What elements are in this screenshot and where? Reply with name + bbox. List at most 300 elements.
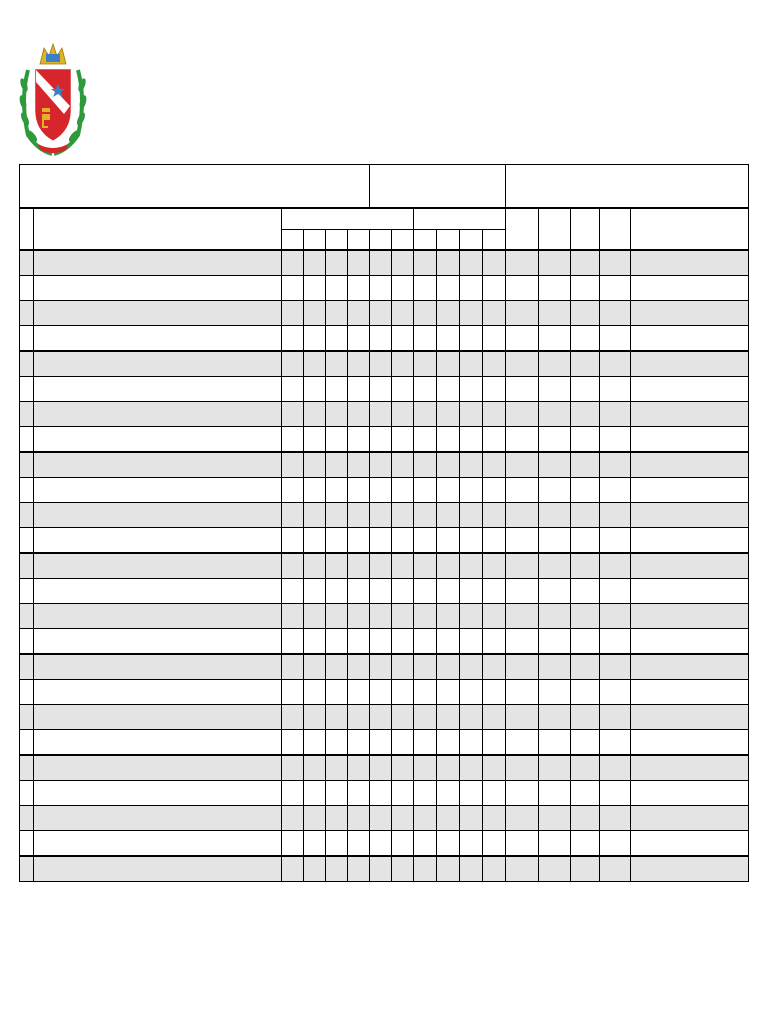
entry-cell[interactable]	[326, 402, 348, 427]
entry-cell[interactable]	[506, 856, 539, 882]
entry-cell[interactable]	[460, 276, 483, 301]
entry-cell[interactable]	[326, 326, 348, 352]
name-cell[interactable]	[34, 553, 282, 579]
total-2-header-cell[interactable]	[539, 208, 571, 250]
entry-cell[interactable]	[600, 604, 631, 629]
entry-cell[interactable]	[571, 528, 600, 554]
entry-cell[interactable]	[437, 629, 460, 655]
entry-cell[interactable]	[571, 755, 600, 781]
entry-cell[interactable]	[392, 654, 414, 680]
entry-cell[interactable]	[392, 856, 414, 882]
entry-cell[interactable]	[282, 326, 304, 352]
entry-cell[interactable]	[460, 680, 483, 705]
entry-cell[interactable]	[392, 755, 414, 781]
entry-cell[interactable]	[326, 856, 348, 882]
entry-cell[interactable]	[631, 781, 749, 806]
entry-cell[interactable]	[414, 503, 437, 528]
entry-cell[interactable]	[506, 831, 539, 857]
name-cell[interactable]	[34, 351, 282, 377]
entry-cell[interactable]	[370, 301, 392, 326]
entry-cell[interactable]	[600, 276, 631, 301]
entry-cell[interactable]	[304, 427, 326, 453]
entry-cell[interactable]	[506, 629, 539, 655]
entry-cell[interactable]	[460, 629, 483, 655]
entry-cell[interactable]	[304, 326, 326, 352]
entry-cell[interactable]	[600, 503, 631, 528]
entry-cell[interactable]	[348, 856, 370, 882]
entry-cell[interactable]	[483, 806, 506, 831]
entry-cell[interactable]	[437, 452, 460, 478]
entry-cell[interactable]	[282, 528, 304, 554]
entry-cell[interactable]	[304, 301, 326, 326]
entry-cell[interactable]	[571, 680, 600, 705]
entry-cell[interactable]	[460, 478, 483, 503]
entry-cell[interactable]	[392, 452, 414, 478]
entry-cell[interactable]	[460, 427, 483, 453]
entry-cell[interactable]	[631, 528, 749, 554]
name-cell[interactable]	[34, 781, 282, 806]
entry-cell[interactable]	[571, 604, 600, 629]
entry-cell[interactable]	[282, 351, 304, 377]
entry-cell[interactable]	[600, 654, 631, 680]
entry-cell[interactable]	[631, 377, 749, 402]
sub-col-header-cell[interactable]	[348, 230, 370, 251]
entry-cell[interactable]	[631, 654, 749, 680]
entry-cell[interactable]	[571, 705, 600, 730]
entry-cell[interactable]	[571, 377, 600, 402]
entry-cell[interactable]	[539, 730, 571, 756]
entry-cell[interactable]	[392, 250, 414, 276]
entry-cell[interactable]	[571, 654, 600, 680]
entry-cell[interactable]	[437, 781, 460, 806]
total-3-header-cell[interactable]	[571, 208, 600, 250]
name-cell[interactable]	[34, 629, 282, 655]
entry-cell[interactable]	[483, 452, 506, 478]
entry-cell[interactable]	[600, 351, 631, 377]
entry-cell[interactable]	[539, 452, 571, 478]
entry-cell[interactable]	[460, 377, 483, 402]
entry-cell[interactable]	[282, 680, 304, 705]
entry-cell[interactable]	[539, 579, 571, 604]
entry-cell[interactable]	[348, 478, 370, 503]
entry-cell[interactable]	[370, 781, 392, 806]
entry-cell[interactable]	[304, 680, 326, 705]
entry-cell[interactable]	[600, 528, 631, 554]
entry-cell[interactable]	[348, 705, 370, 730]
entry-cell[interactable]	[506, 654, 539, 680]
entry-cell[interactable]	[571, 452, 600, 478]
entry-cell[interactable]	[571, 579, 600, 604]
entry-cell[interactable]	[392, 276, 414, 301]
entry-cell[interactable]	[392, 730, 414, 756]
entry-cell[interactable]	[437, 579, 460, 604]
entry-cell[interactable]	[600, 705, 631, 730]
entry-cell[interactable]	[506, 755, 539, 781]
entry-cell[interactable]	[600, 579, 631, 604]
entry-cell[interactable]	[304, 553, 326, 579]
entry-cell[interactable]	[483, 250, 506, 276]
entry-cell[interactable]	[483, 730, 506, 756]
entry-cell[interactable]	[631, 579, 749, 604]
entry-cell[interactable]	[392, 781, 414, 806]
entry-cell[interactable]	[483, 377, 506, 402]
entry-cell[interactable]	[539, 276, 571, 301]
entry-cell[interactable]	[600, 377, 631, 402]
entry-cell[interactable]	[571, 503, 600, 528]
entry-cell[interactable]	[437, 250, 460, 276]
entry-cell[interactable]	[282, 301, 304, 326]
entry-cell[interactable]	[437, 377, 460, 402]
entry-cell[interactable]	[631, 326, 749, 352]
entry-cell[interactable]	[370, 503, 392, 528]
entry-cell[interactable]	[414, 478, 437, 503]
entry-cell[interactable]	[539, 856, 571, 882]
entry-cell[interactable]	[326, 755, 348, 781]
entry-cell[interactable]	[348, 427, 370, 453]
entry-cell[interactable]	[539, 326, 571, 352]
entry-cell[interactable]	[370, 604, 392, 629]
entry-cell[interactable]	[539, 831, 571, 857]
entry-cell[interactable]	[348, 528, 370, 554]
entry-cell[interactable]	[348, 579, 370, 604]
entry-cell[interactable]	[631, 553, 749, 579]
entry-cell[interactable]	[571, 831, 600, 857]
name-cell[interactable]	[34, 579, 282, 604]
entry-cell[interactable]	[392, 503, 414, 528]
entry-cell[interactable]	[304, 831, 326, 857]
entry-cell[interactable]	[437, 831, 460, 857]
name-cell[interactable]	[34, 680, 282, 705]
name-cell[interactable]	[34, 452, 282, 478]
entry-cell[interactable]	[506, 579, 539, 604]
entry-cell[interactable]	[414, 781, 437, 806]
entry-cell[interactable]	[348, 831, 370, 857]
name-cell[interactable]	[34, 705, 282, 730]
entry-cell[interactable]	[282, 377, 304, 402]
sub-col-header-cell[interactable]	[370, 230, 392, 251]
entry-cell[interactable]	[392, 831, 414, 857]
entry-cell[interactable]	[282, 654, 304, 680]
name-cell[interactable]	[34, 755, 282, 781]
entry-cell[interactable]	[600, 781, 631, 806]
entry-cell[interactable]	[460, 781, 483, 806]
entry-cell[interactable]	[326, 250, 348, 276]
entry-cell[interactable]	[304, 503, 326, 528]
entry-cell[interactable]	[506, 478, 539, 503]
entry-cell[interactable]	[326, 377, 348, 402]
entry-cell[interactable]	[370, 806, 392, 831]
entry-cell[interactable]	[506, 806, 539, 831]
name-column-header-cell[interactable]	[34, 208, 282, 250]
name-cell[interactable]	[34, 377, 282, 402]
entry-cell[interactable]	[282, 478, 304, 503]
entry-cell[interactable]	[571, 301, 600, 326]
entry-cell[interactable]	[483, 781, 506, 806]
entry-cell[interactable]	[437, 402, 460, 427]
entry-cell[interactable]	[370, 528, 392, 554]
entry-cell[interactable]	[282, 553, 304, 579]
entry-cell[interactable]	[460, 705, 483, 730]
sub-col-header-cell[interactable]	[304, 230, 326, 251]
sub-col-header-cell[interactable]	[392, 230, 414, 251]
entry-cell[interactable]	[282, 402, 304, 427]
entry-cell[interactable]	[460, 528, 483, 554]
entry-cell[interactable]	[282, 705, 304, 730]
entry-cell[interactable]	[326, 478, 348, 503]
entry-cell[interactable]	[631, 831, 749, 857]
entry-cell[interactable]	[414, 528, 437, 554]
entry-cell[interactable]	[483, 654, 506, 680]
entry-cell[interactable]	[282, 427, 304, 453]
entry-cell[interactable]	[437, 503, 460, 528]
entry-cell[interactable]	[414, 680, 437, 705]
entry-cell[interactable]	[348, 680, 370, 705]
entry-cell[interactable]	[571, 351, 600, 377]
entry-cell[interactable]	[392, 478, 414, 503]
entry-cell[interactable]	[539, 250, 571, 276]
entry-cell[interactable]	[348, 326, 370, 352]
name-cell[interactable]	[34, 654, 282, 680]
entry-cell[interactable]	[539, 680, 571, 705]
entry-cell[interactable]	[414, 856, 437, 882]
entry-cell[interactable]	[506, 452, 539, 478]
entry-cell[interactable]	[600, 680, 631, 705]
entry-cell[interactable]	[506, 276, 539, 301]
entry-cell[interactable]	[370, 377, 392, 402]
entry-cell[interactable]	[326, 831, 348, 857]
entry-cell[interactable]	[539, 629, 571, 655]
name-cell[interactable]	[34, 250, 282, 276]
header-middle-cell[interactable]	[370, 165, 506, 209]
entry-cell[interactable]	[304, 705, 326, 730]
entry-cell[interactable]	[437, 326, 460, 352]
entry-cell[interactable]	[348, 503, 370, 528]
entry-cell[interactable]	[370, 326, 392, 352]
entry-cell[interactable]	[392, 326, 414, 352]
name-cell[interactable]	[34, 604, 282, 629]
entry-cell[interactable]	[282, 781, 304, 806]
entry-cell[interactable]	[437, 806, 460, 831]
entry-cell[interactable]	[631, 629, 749, 655]
entry-cell[interactable]	[370, 276, 392, 301]
entry-cell[interactable]	[370, 730, 392, 756]
entry-cell[interactable]	[414, 326, 437, 352]
total-1-header-cell[interactable]	[506, 208, 539, 250]
entry-cell[interactable]	[326, 351, 348, 377]
entry-cell[interactable]	[631, 351, 749, 377]
entry-cell[interactable]	[600, 755, 631, 781]
entry-cell[interactable]	[282, 579, 304, 604]
name-cell[interactable]	[34, 301, 282, 326]
entry-cell[interactable]	[326, 654, 348, 680]
entry-cell[interactable]	[348, 452, 370, 478]
entry-cell[interactable]	[506, 250, 539, 276]
entry-cell[interactable]	[414, 604, 437, 629]
entry-cell[interactable]	[460, 301, 483, 326]
entry-cell[interactable]	[414, 427, 437, 453]
entry-cell[interactable]	[460, 730, 483, 756]
entry-cell[interactable]	[631, 402, 749, 427]
entry-cell[interactable]	[392, 579, 414, 604]
name-cell[interactable]	[34, 806, 282, 831]
entry-cell[interactable]	[460, 402, 483, 427]
sub-col-header-cell[interactable]	[414, 230, 437, 251]
entry-cell[interactable]	[600, 730, 631, 756]
entry-cell[interactable]	[326, 301, 348, 326]
entry-cell[interactable]	[414, 452, 437, 478]
entry-cell[interactable]	[414, 730, 437, 756]
entry-cell[interactable]	[539, 427, 571, 453]
entry-cell[interactable]	[304, 579, 326, 604]
entry-cell[interactable]	[460, 755, 483, 781]
entry-cell[interactable]	[370, 452, 392, 478]
entry-cell[interactable]	[460, 250, 483, 276]
entry-cell[interactable]	[571, 553, 600, 579]
entry-cell[interactable]	[506, 553, 539, 579]
entry-cell[interactable]	[600, 427, 631, 453]
entry-cell[interactable]	[506, 781, 539, 806]
entry-cell[interactable]	[437, 654, 460, 680]
entry-cell[interactable]	[571, 781, 600, 806]
entry-cell[interactable]	[539, 553, 571, 579]
sub-col-header-cell[interactable]	[326, 230, 348, 251]
entry-cell[interactable]	[460, 654, 483, 680]
entry-cell[interactable]	[631, 680, 749, 705]
entry-cell[interactable]	[631, 427, 749, 453]
entry-cell[interactable]	[304, 654, 326, 680]
entry-cell[interactable]	[506, 528, 539, 554]
entry-cell[interactable]	[282, 856, 304, 882]
entry-cell[interactable]	[483, 528, 506, 554]
entry-cell[interactable]	[483, 276, 506, 301]
entry-cell[interactable]	[326, 781, 348, 806]
entry-cell[interactable]	[348, 806, 370, 831]
entry-cell[interactable]	[483, 579, 506, 604]
entry-cell[interactable]	[370, 705, 392, 730]
entry-cell[interactable]	[304, 806, 326, 831]
entry-cell[interactable]	[348, 604, 370, 629]
entry-cell[interactable]	[414, 629, 437, 655]
entry-cell[interactable]	[282, 806, 304, 831]
entry-cell[interactable]	[326, 452, 348, 478]
entry-cell[interactable]	[460, 553, 483, 579]
name-cell[interactable]	[34, 730, 282, 756]
entry-cell[interactable]	[437, 276, 460, 301]
entry-cell[interactable]	[600, 831, 631, 857]
entry-cell[interactable]	[414, 831, 437, 857]
name-cell[interactable]	[34, 528, 282, 554]
entry-cell[interactable]	[437, 427, 460, 453]
entry-cell[interactable]	[370, 831, 392, 857]
entry-cell[interactable]	[282, 503, 304, 528]
entry-cell[interactable]	[370, 680, 392, 705]
entry-cell[interactable]	[539, 301, 571, 326]
entry-cell[interactable]	[392, 351, 414, 377]
entry-cell[interactable]	[348, 402, 370, 427]
entry-cell[interactable]	[506, 503, 539, 528]
entry-cell[interactable]	[414, 276, 437, 301]
entry-cell[interactable]	[483, 553, 506, 579]
entry-cell[interactable]	[326, 680, 348, 705]
entry-cell[interactable]	[326, 427, 348, 453]
entry-cell[interactable]	[600, 402, 631, 427]
entry-cell[interactable]	[326, 604, 348, 629]
entry-cell[interactable]	[392, 705, 414, 730]
entry-cell[interactable]	[414, 301, 437, 326]
entry-cell[interactable]	[437, 705, 460, 730]
entry-cell[interactable]	[437, 528, 460, 554]
entry-cell[interactable]	[483, 604, 506, 629]
name-cell[interactable]	[34, 831, 282, 857]
entry-cell[interactable]	[571, 478, 600, 503]
entry-cell[interactable]	[437, 730, 460, 756]
entry-cell[interactable]	[539, 503, 571, 528]
header-title-cell[interactable]	[20, 165, 370, 209]
entry-cell[interactable]	[348, 377, 370, 402]
entry-cell[interactable]	[348, 654, 370, 680]
entry-cell[interactable]	[600, 856, 631, 882]
entry-cell[interactable]	[600, 553, 631, 579]
entry-cell[interactable]	[304, 604, 326, 629]
entry-cell[interactable]	[304, 856, 326, 882]
entry-cell[interactable]	[326, 528, 348, 554]
entry-cell[interactable]	[392, 806, 414, 831]
entry-cell[interactable]	[539, 755, 571, 781]
entry-cell[interactable]	[304, 250, 326, 276]
entry-cell[interactable]	[304, 452, 326, 478]
entry-cell[interactable]	[539, 528, 571, 554]
sub-col-header-cell[interactable]	[460, 230, 483, 251]
entry-cell[interactable]	[326, 503, 348, 528]
entry-cell[interactable]	[370, 856, 392, 882]
entry-cell[interactable]	[483, 705, 506, 730]
entry-cell[interactable]	[539, 781, 571, 806]
entry-cell[interactable]	[304, 781, 326, 806]
header-right-cell[interactable]	[506, 165, 749, 209]
entry-cell[interactable]	[506, 351, 539, 377]
entry-cell[interactable]	[631, 301, 749, 326]
name-cell[interactable]	[34, 427, 282, 453]
entry-cell[interactable]	[414, 755, 437, 781]
entry-cell[interactable]	[506, 427, 539, 453]
entry-cell[interactable]	[571, 326, 600, 352]
entry-cell[interactable]	[392, 402, 414, 427]
entry-cell[interactable]	[392, 604, 414, 629]
entry-cell[interactable]	[631, 705, 749, 730]
entry-cell[interactable]	[600, 478, 631, 503]
entry-cell[interactable]	[539, 351, 571, 377]
entry-cell[interactable]	[437, 351, 460, 377]
entry-cell[interactable]	[483, 326, 506, 352]
entry-cell[interactable]	[631, 503, 749, 528]
entry-cell[interactable]	[326, 806, 348, 831]
entry-cell[interactable]	[370, 755, 392, 781]
entry-cell[interactable]	[304, 351, 326, 377]
entry-cell[interactable]	[282, 755, 304, 781]
entry-cell[interactable]	[571, 276, 600, 301]
entry-cell[interactable]	[370, 654, 392, 680]
entry-cell[interactable]	[539, 705, 571, 730]
entry-cell[interactable]	[392, 301, 414, 326]
entry-cell[interactable]	[483, 680, 506, 705]
entry-cell[interactable]	[304, 377, 326, 402]
entry-cell[interactable]	[483, 301, 506, 326]
entry-cell[interactable]	[460, 351, 483, 377]
entry-cell[interactable]	[506, 680, 539, 705]
entry-cell[interactable]	[326, 730, 348, 756]
entry-cell[interactable]	[631, 478, 749, 503]
entry-cell[interactable]	[460, 806, 483, 831]
